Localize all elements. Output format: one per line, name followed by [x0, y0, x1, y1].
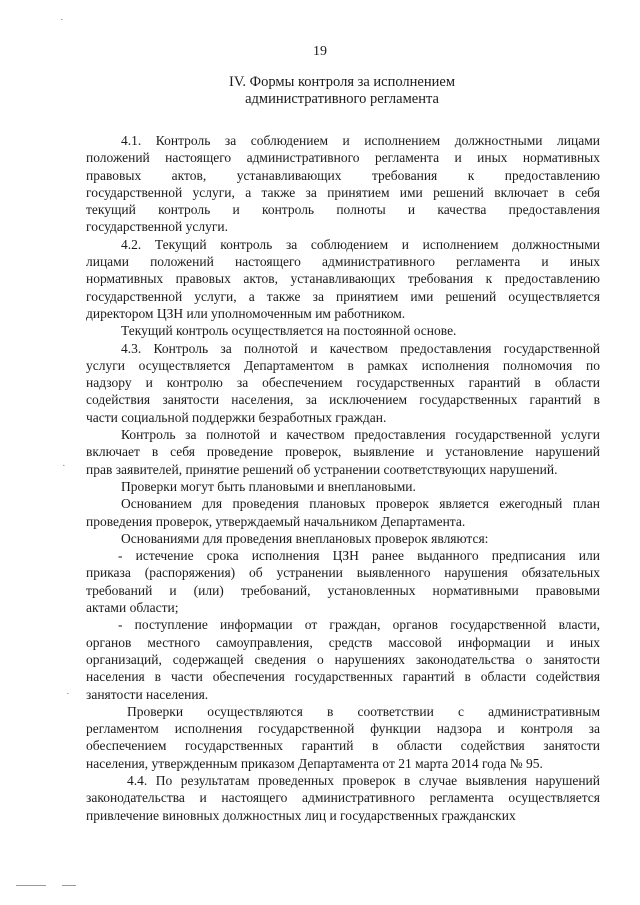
paragraph-line: населения, утвержденным приказом Департамента от 21 марта 2014 года № 95.	[86, 755, 543, 771]
paragraph	[86, 322, 600, 339]
document-body	[86, 132, 600, 824]
paragraph-line: государственной услуги, а также за принятием ими решений осуществляется	[86, 288, 600, 304]
paragraph-line: директором ЦЗН или уполномоченным им работником.	[86, 305, 406, 321]
paragraph-line: 4.3. Контроль за полнотой и качеством предоставления государственной	[121, 340, 600, 356]
paragraph-line: 4.2. Текущий контроль за соблюдением и исполнением должностными	[121, 236, 600, 252]
paragraph	[86, 530, 600, 547]
paragraph-line: 4.1. Контроль за соблюдением и исполнением должностными лицами	[121, 133, 600, 148]
scan-mark: ·	[62, 460, 66, 472]
scan-mark: ·	[66, 688, 70, 700]
paragraph-line: - истечение срока исполнения ЦЗН ранее выданного предписания или	[118, 548, 600, 564]
paragraph-line: правовых актов, устанавливающих требования к предоставлению	[86, 167, 600, 183]
paragraph	[86, 478, 600, 495]
paragraph-line: актами области;	[86, 600, 179, 616]
page-number: 19	[313, 44, 327, 59]
scan-mark	[62, 885, 76, 886]
paragraph-line: надзору и контролю за обеспечением государственных гарантий в области	[86, 375, 600, 391]
paragraph	[86, 132, 600, 236]
paragraph-line: части социальной поддержки безработных граждан.	[86, 409, 387, 425]
paragraph-line: содействия занятости населения, за исключением государственных гарантий в	[86, 392, 600, 408]
paragraph-line: Текущий контроль осуществляется на постоянной основе.	[121, 323, 457, 339]
paragraph-line: государственной услуги, а также за принятием ими решений включает в себя	[86, 184, 600, 200]
paragraph	[86, 547, 600, 616]
paragraph-line: регламентом исполнения государственной функции надзора и контроля за	[86, 721, 600, 737]
paragraph-line: проведения проверок, утверждаемый начальником Департамента.	[86, 513, 466, 529]
heading-line-2: административного регламента	[245, 91, 439, 107]
paragraph	[86, 616, 600, 702]
paragraph-line: текущий контроль и контроль полноты и качества предоставления	[86, 202, 600, 218]
paragraph-line: организаций, содержащей сведения о нарушениях законодательства о занятости	[86, 651, 600, 667]
paragraph-line: 4.4. По результатам проведенных проверок в случае выявления нарушений	[127, 772, 600, 788]
paragraph	[86, 495, 600, 530]
paragraph-line: обеспечением государственных гарантий в области содействия занятости	[86, 738, 600, 754]
paragraph-line: услуги осуществляется Департаментом в рамках исполнения полномочия по	[86, 357, 600, 373]
paragraph	[86, 772, 600, 824]
paragraph-line: государственной услуги.	[86, 219, 228, 235]
paragraph-line: Основаниями для проведения внеплановых проверок являются:	[121, 530, 489, 546]
scan-mark: ·	[60, 14, 64, 26]
paragraph	[86, 340, 600, 426]
paragraph-line: занятости населения.	[86, 686, 209, 702]
paragraph-line: населения в части обеспечения государственных гарантий в области содействия	[86, 669, 600, 685]
paragraph-line: требований и (или) требований, установленных нормативными правовыми	[86, 582, 600, 598]
paragraph-line: лицами положений настоящего административного регламента и иных	[86, 254, 600, 270]
heading-line-1: IV. Формы контроля за исполнением	[229, 74, 455, 90]
paragraph-line: положений настоящего административного регламента и иных нормативных	[86, 150, 600, 166]
paragraph	[86, 703, 600, 772]
scan-mark	[16, 885, 46, 886]
paragraph-line: Проверки осуществляются в соответствии с административным	[127, 703, 600, 719]
section-heading	[86, 74, 598, 108]
paragraph-line: приказа (распоряжения) об устранении выявленного нарушения обязательных	[86, 565, 600, 581]
paragraph-line: - поступление информации от граждан, органов государственной власти,	[118, 617, 600, 633]
paragraph-line: органов местного самоуправления, средств массовой информации и иных	[86, 634, 600, 650]
paragraph-line: Контроль за полнотой и качеством предоставления государственной услуги	[121, 427, 600, 443]
paragraph-line: включает в себя проведение проверок, выявление и установление нарушений	[86, 444, 600, 460]
paragraph-line: привлечение виновных должностных лиц и государственных гражданских	[86, 807, 516, 823]
paragraph-line: прав заявителей, принятие решений об устранении соответствующих нарушений.	[86, 461, 558, 477]
paragraph	[86, 236, 600, 322]
paragraph-line: Основанием для проведения плановых проверок является ежегодный план	[121, 496, 600, 512]
paragraph-line: Проверки могут быть плановыми и внеплановыми.	[121, 478, 416, 494]
paragraph	[86, 426, 600, 478]
paragraph-line: нормативных правовых актов, устанавливающих требования к предоставлению	[86, 271, 600, 287]
paragraph-line: законодательства и настоящего административного регламента осуществляется	[86, 790, 600, 806]
